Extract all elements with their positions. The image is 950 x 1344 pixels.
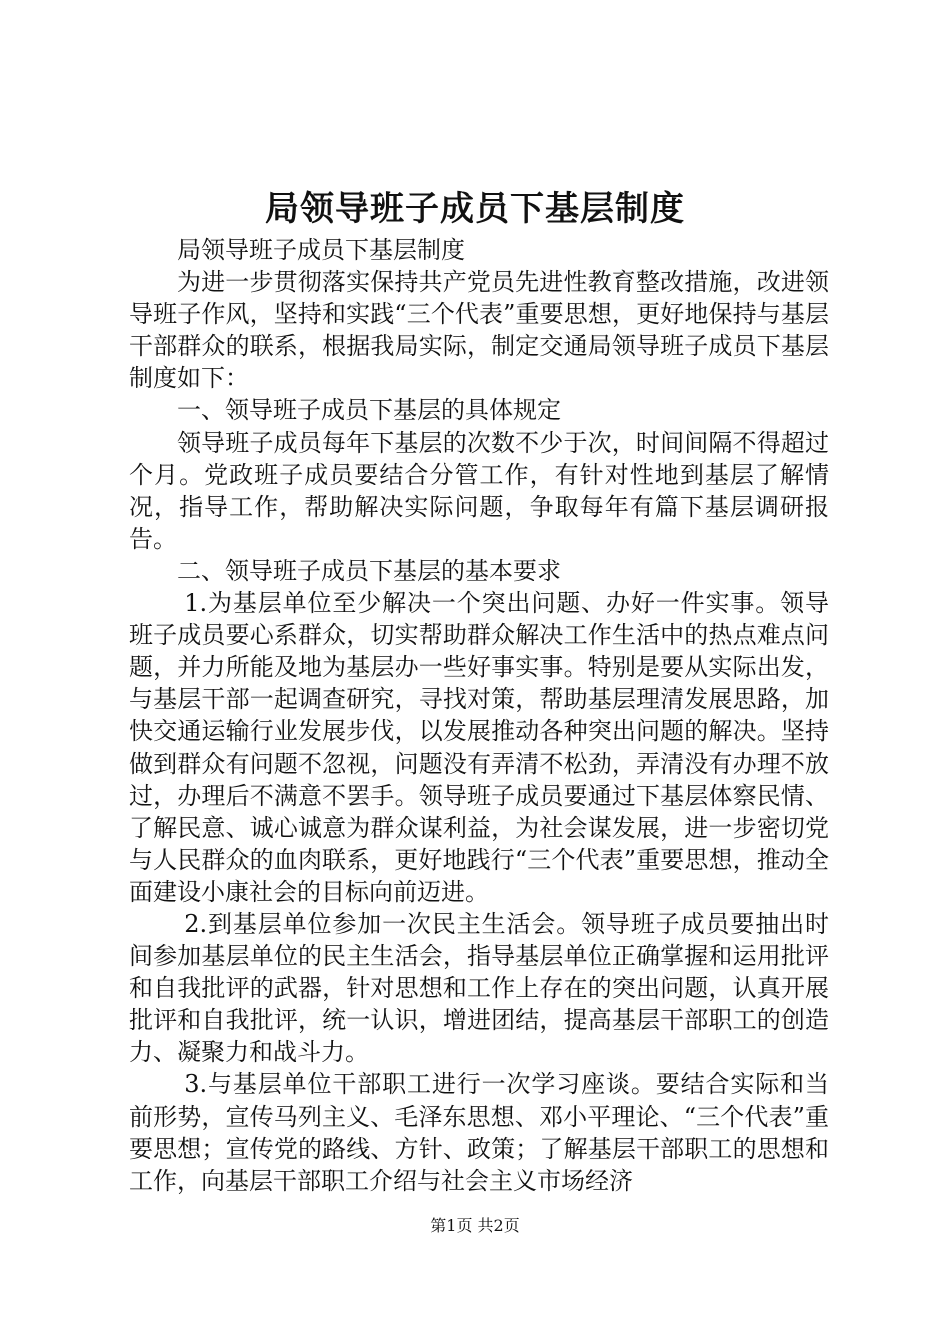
- document-body: [129, 234, 829, 1197]
- paragraph-intro: 为进一步贯彻落实保持共产党员先进性教育整改措施，改进领导班子作风，坚持和实践“三个代表”重要思想，更好地保持与基层干部群众的联系，根据我局实际，制定交通局领导班子成员下基层制度如下：: [129, 268, 829, 393]
- paragraph-item-2: 2.到基层单位参加一次民主生活会。领导班子成员要抽出时间参加基层单位的民主生活会，指导基层单位正确掌握和运用批评和自我批评的武器，针对思想和工作上存在的突出问题，认真开展批评和自我批评，统一认识，增进团结，提高基层干部职工的创造力、凝聚力和战斗力。: [129, 909, 829, 1067]
- page-footer: 第1页 共2页: [430, 1216, 520, 1235]
- section-heading-2: 二、领导班子成员下基层的基本要求: [177, 556, 561, 585]
- paragraph-item-3: 3.与基层单位干部职工进行一次学习座谈。要结合实际和当前形势，宣传马列主义、毛泽东思想、邓小平理论、“三个代表”重要思想；宣传党的路线、方针、政策；了解基层干部职工的思想和工作，向基层干部职工介绍与社会主义市场经济: [129, 1070, 829, 1195]
- paragraph-subtitle: 局领导班子成员下基层制度: [177, 236, 465, 264]
- section-heading-1: 一、领导班子成员下基层的具体规定: [177, 396, 561, 425]
- paragraph-rules: 领导班子成员每年下基层的次数不少于次，时间间隔不得超过个月。党政班子成员要结合分管工作，有针对性地到基层了解情况，指导工作，帮助解决实际问题，争取每年有篇下基层调研报告。: [129, 428, 829, 553]
- paragraph-item-1: 1.为基层单位至少解决一个突出问题、办好一件实事。领导班子成员要心系群众，切实帮助群众解决工作生活中的热点难点问题，并力所能及地为基层办一些好事实事。特别是要从实际出发，与基层干部一起调查研究，寻找对策，帮助基层理清发展思路，加快交通运输行业发展步伐，以发展推动各种突出问题的解决。坚持做到群众有问题不忽视，问题没有弄清不松劲，弄清没有办理不放过，办理后不满意不罢手。领导班子成员要通过下基层体察民情、了解民意、诚心诚意为群众谋利益，为社会谋发展，进一步密切党与人民群众的血肉联系，更好地践行“三个代表”重要思想，推动全面建设小康社会的目标向前迈进。: [129, 589, 829, 906]
- document-title: 局领导班子成员下基层制度: [265, 189, 685, 229]
